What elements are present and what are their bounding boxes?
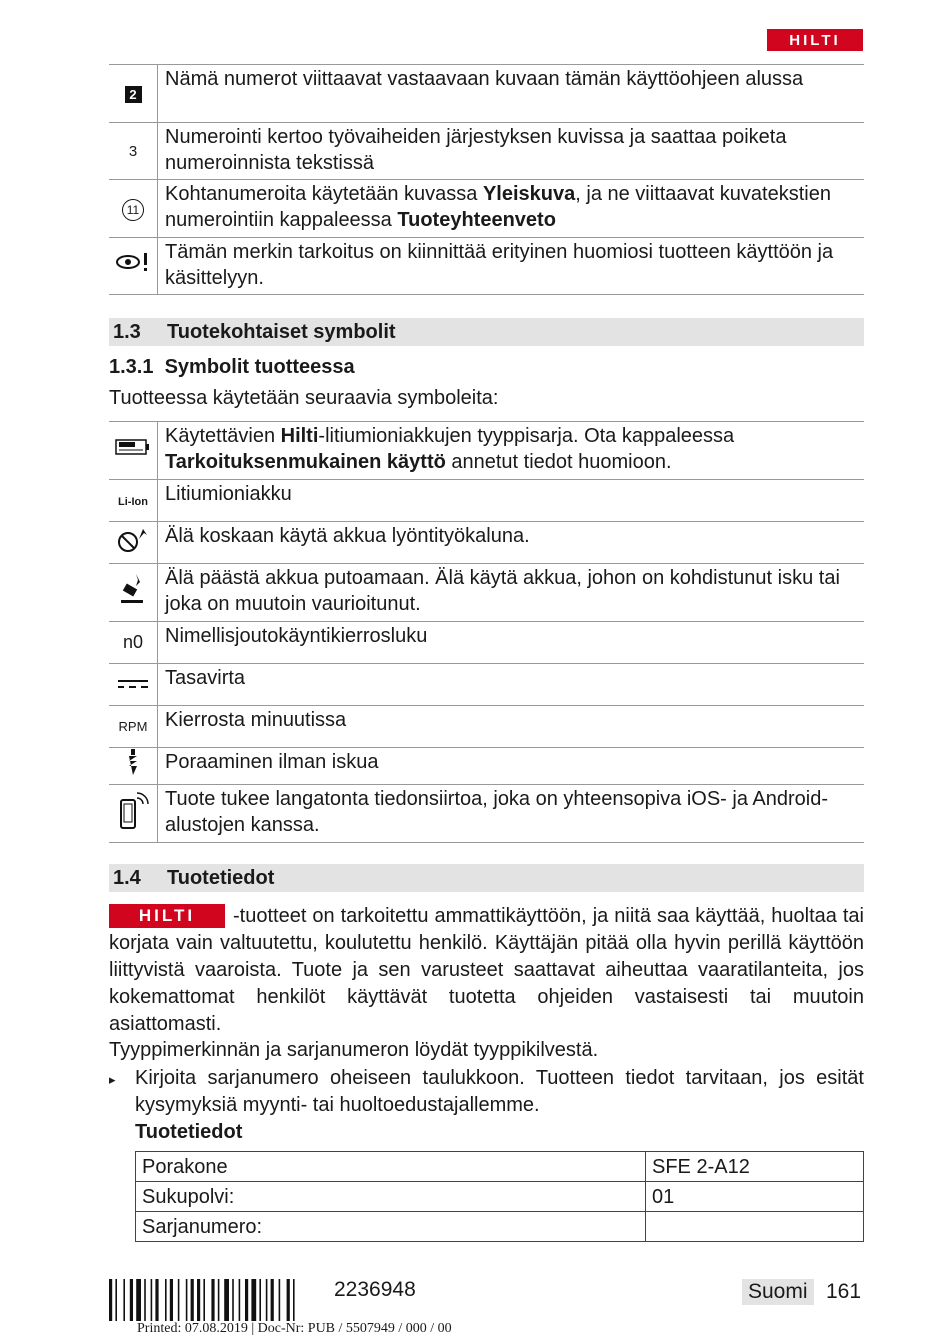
barcode-bar bbox=[136, 1279, 141, 1321]
eye-warning-icon bbox=[115, 250, 151, 274]
product-info-title: Tuotetiedot bbox=[135, 1121, 243, 1143]
barcode-bar bbox=[271, 1279, 274, 1321]
barcode-bar bbox=[123, 1279, 125, 1321]
symbol-text: Nimellisjoutokäyntikierrosluku bbox=[158, 622, 865, 664]
barcode-bar bbox=[109, 1279, 112, 1321]
symbol-text: Älä päästä akkua putoamaan. Älä käytä akkua, johon on kohdistunut isku tai joka on muutoin vaurioitunut. bbox=[158, 564, 865, 622]
table-row bbox=[109, 785, 864, 843]
symbol-text: Poraaminen ilman iskua bbox=[158, 748, 865, 785]
table-row bbox=[109, 622, 864, 664]
table-row bbox=[136, 1212, 864, 1242]
hilti-logo: HILTI bbox=[109, 904, 225, 928]
bullet-arrow-icon: ▸ bbox=[109, 1072, 116, 1087]
barcode-bar bbox=[197, 1279, 200, 1321]
barcode-bar bbox=[218, 1279, 220, 1321]
info-key: Porakone bbox=[136, 1152, 646, 1182]
table-row bbox=[109, 123, 864, 180]
table-row bbox=[136, 1152, 864, 1182]
rpm-label: RPM bbox=[118, 719, 148, 734]
barcode-bar bbox=[178, 1279, 180, 1321]
legend-text: Kohtanumeroita käytetään kuvassa Yleiskuva, ja ne viittaavat kuvatekstien numerointiin kappaleessa Tuoteyhteenveto bbox=[158, 180, 865, 238]
barcode-bar bbox=[165, 1279, 167, 1321]
serial-number-field[interactable] bbox=[646, 1212, 864, 1242]
barcode-bar bbox=[232, 1279, 234, 1321]
barcode-bar bbox=[151, 1279, 153, 1321]
barcode-bar bbox=[115, 1279, 117, 1321]
language-label: Suomi bbox=[742, 1279, 814, 1305]
barcode-bar bbox=[170, 1279, 173, 1321]
table-row bbox=[109, 664, 864, 706]
legend-text: Nämä numerot viittaavat vastaavaan kuvaan tämän käyttöohjeen alussa bbox=[158, 65, 865, 123]
barcode-bar bbox=[259, 1279, 261, 1321]
symbol-text: Käytettävien Hilti-litiumioniakkujen tyyppisarja. Ota kappaleessa Tarkoituksenmukainen käyttö annetut tiedot huomioon. bbox=[158, 422, 865, 480]
table-row bbox=[109, 522, 864, 564]
no-drop-battery-icon bbox=[118, 572, 148, 606]
symbol-text: Kierrosta minuutissa bbox=[158, 706, 865, 748]
li-ion-label: Li-Ion bbox=[118, 495, 148, 508]
barcode-bar bbox=[155, 1279, 158, 1321]
intro-text: Tuotteessa käytetään seuraavia symboleita: bbox=[109, 387, 499, 409]
no-impact-tool-icon bbox=[117, 525, 149, 553]
symbol-text: Tasavirta bbox=[158, 664, 865, 706]
barcode-bar bbox=[239, 1279, 241, 1321]
product-symbols-table bbox=[109, 421, 864, 843]
circled-number: 11 bbox=[122, 199, 144, 221]
direct-current-icon bbox=[116, 678, 150, 690]
table-row bbox=[136, 1182, 864, 1212]
product-info-paragraph: -tuotteet on tarkoitettu ammattikäyttöön, ja niitä saa käyttää, huoltaa tai korjata vain valtuutettu, koulutettu henkilö. Käyttäjän pitää olla hyvin perillä käyttöön liittyvistä vaaroista. Tuote ja sen varusteet saattavat aiheuttaa vaaratilanteita, jos kokemattomat henkilöt käyttävät tuotetta ohjeiden vastaisesti tai muutoin asiattomasti. bbox=[109, 905, 864, 1035]
legend-text: Tämän merkin tarkoitus on kiinnittää erityinen huomiosi tuotteen käyttöön ja käsittelyyn. bbox=[158, 238, 865, 295]
barcode-bar bbox=[287, 1279, 290, 1321]
barcode-bar bbox=[191, 1279, 194, 1321]
barcode-bar bbox=[186, 1279, 188, 1321]
info-value: SFE 2-A12 bbox=[646, 1152, 864, 1182]
info-key: Sukupolvi: bbox=[136, 1182, 646, 1212]
bullet-text: Kirjoita sarjanumero oheiseen taulukkoon. Tuotteen tiedot tarvitaan, jos esität kysymyksiä myynti- tai huoltoedustajallemme. bbox=[135, 1067, 864, 1116]
info-value: 01 bbox=[646, 1182, 864, 1212]
step-number: 3 bbox=[128, 142, 138, 160]
info-key: Sarjanumero: bbox=[136, 1212, 646, 1242]
type-plate-paragraph: Tyyppimerkinnän ja sarjanumeron löydät tyyppikilvestä. bbox=[109, 1039, 599, 1061]
barcode-bar bbox=[251, 1279, 256, 1321]
hilti-logo: HILTI bbox=[767, 29, 863, 51]
barcode-bar bbox=[224, 1279, 229, 1321]
barcode bbox=[109, 1279, 314, 1321]
barcode-bar bbox=[279, 1279, 281, 1321]
product-info-table bbox=[135, 1151, 864, 1242]
barcode-bar bbox=[211, 1279, 214, 1321]
table-row bbox=[109, 422, 864, 480]
table-row bbox=[109, 748, 864, 785]
barcode-bar bbox=[203, 1279, 205, 1321]
page-number: 161 bbox=[826, 1280, 862, 1303]
print-info: Printed: 07.08.2019 | Doc-Nr: PUB / 5507949 / 000 / 00 bbox=[137, 1321, 452, 1336]
barcode-bar bbox=[266, 1279, 268, 1321]
battery-series-icon bbox=[115, 438, 151, 456]
barcode-bar bbox=[130, 1279, 133, 1321]
table-row bbox=[109, 238, 864, 295]
numbering-legend-table bbox=[109, 64, 864, 295]
barcode-bar bbox=[293, 1279, 295, 1321]
symbol-text: Litiumioniakku bbox=[158, 480, 865, 522]
drill-bit-icon bbox=[125, 748, 141, 776]
symbol-text: Tuote tukee langatonta tiedonsiirtoa, joka on yhteensopiva iOS- ja Android-alustojen kanssa. bbox=[158, 785, 865, 843]
no-load-speed-symbol: n0 bbox=[122, 632, 144, 652]
table-row bbox=[109, 65, 864, 123]
table-row bbox=[109, 706, 864, 748]
legend-text: Numerointi kertoo työvaiheiden järjestyksen kuvissa ja saattaa poiketa numeroinnista tekstissä bbox=[158, 123, 865, 180]
table-row bbox=[109, 180, 864, 238]
wireless-phone-icon bbox=[117, 790, 149, 830]
section-heading-1-3: 1.3 Tuotekohtaiset symbolit bbox=[109, 318, 864, 346]
subsection-heading-1-3-1: 1.3.1 Symbolit tuotteessa bbox=[109, 356, 355, 378]
table-row bbox=[109, 564, 864, 622]
table-row bbox=[109, 480, 864, 522]
barcode-number: 2236948 bbox=[334, 1278, 416, 1301]
symbol-text: Älä koskaan käytä akkua lyöntityökaluna. bbox=[158, 522, 865, 564]
figure-number-badge: 2 bbox=[125, 86, 142, 103]
section-heading-1-4: 1.4 Tuotetiedot bbox=[109, 864, 864, 892]
barcode-bar bbox=[245, 1279, 248, 1321]
barcode-bar bbox=[144, 1279, 146, 1321]
